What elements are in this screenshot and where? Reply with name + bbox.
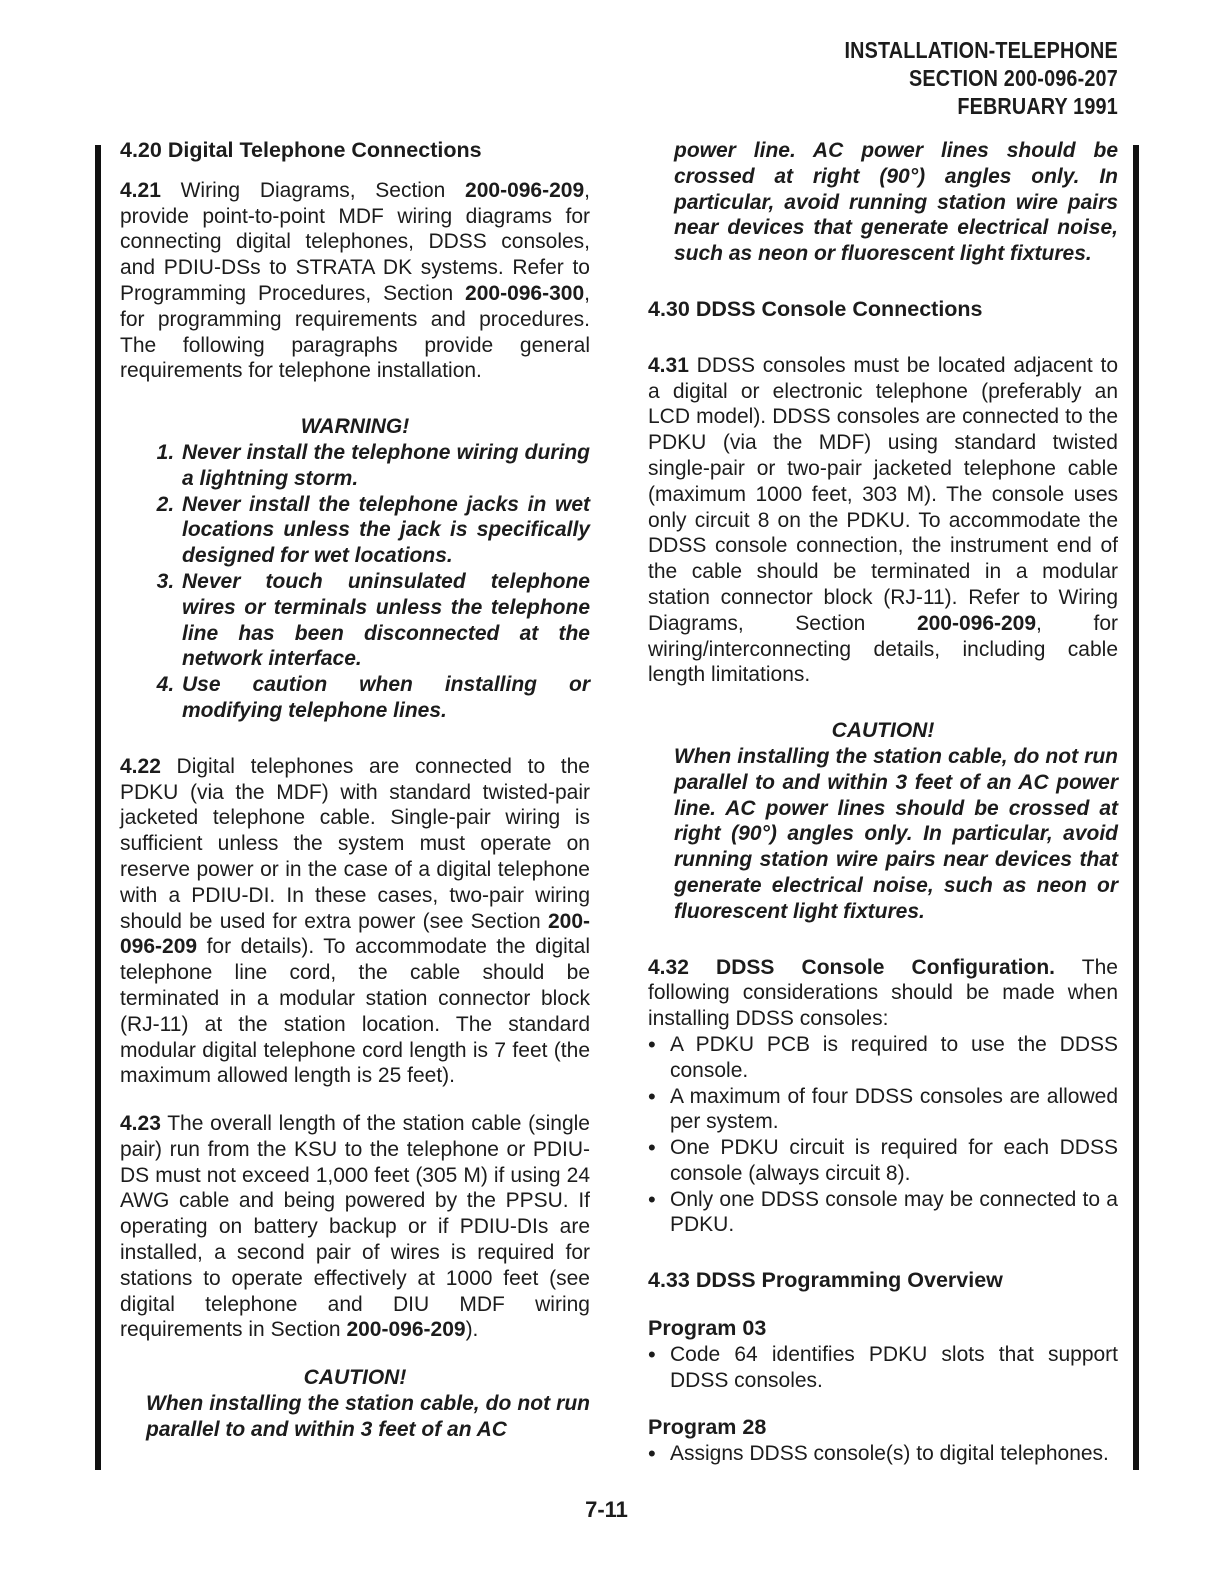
caution-text: When installing the station cable, do not run parallel to and within 3 feet of an AC power line. AC power lines should be crossed at right (90°) angles only. In particular, avoid running station wire pairs near devices that generate electrical noise, such as neon or fluorescent light fixtures. (674, 744, 1118, 923)
list-item: • Code 64 identifies PDKU slots that support DDSS consoles. (670, 1342, 1118, 1394)
warning-list (120, 440, 590, 724)
page-number: 7-11 (585, 1497, 628, 1522)
header-section: SECTION 200-096-207 (909, 65, 1118, 91)
warning-item: 1. Never install the telephone wiring during a lightning storm. (180, 440, 590, 492)
caution-continued: power line. AC power lines should be crossed at right (90°) angles only. In particular, avoid running station wire pairs near devices that generate electrical noise, such as neon or fluorescent light fixtures. (674, 139, 1118, 266)
list-item: • A maximum of four DDSS consoles are allowed per system. (670, 1084, 1118, 1136)
change-bar-left (95, 145, 101, 1470)
list-item: • Only one DDSS console may be connected to a PDKU. (670, 1187, 1118, 1239)
header-date: FEBRUARY 1991 (957, 93, 1118, 119)
section-heading-4-30: 4.30 DDSS Console Connections (648, 296, 983, 321)
program-03-title: Program 03 (648, 1316, 767, 1341)
page-header (845, 36, 1118, 120)
left-column (120, 138, 590, 1443)
paragraph-4-22: 4.22 Digital telephones are connected to the PDKU (via the MDF) with standard twisted-pair jacketed telephone cable. Single-pair wiring is sufficient unless the system must operate on reserve power or in the case of a digital telephone with a PDIU-DI. In these cases, two-pair wiring should be used for extra power (see Section 200-096-209 for details). To accommodate the digital telephone line cord, the cable should be terminated in a modular station connector block (RJ-11) at the station location. The standard modular digital telephone cord length is 7 feet (the maximum allowed length is 25 feet). (120, 754, 590, 1088)
change-bar-right (1133, 145, 1139, 1470)
list-item: • One PDKU circuit is required for each DDSS console (always circuit 8). (670, 1135, 1118, 1187)
list-item: • Assigns DDSS console(s) to digital telephones. (670, 1441, 1118, 1467)
caution-title: CAUTION! (303, 1366, 407, 1390)
header-title: INSTALLATION-TELEPHONE (844, 37, 1118, 63)
warning-item: 2. Never install the telephone jacks in wet locations unless the jack is specifically designed for wet locations. (180, 492, 590, 569)
list-item: • A PDKU PCB is required to use the DDSS console. (670, 1032, 1118, 1084)
caution-title: CAUTION! (831, 719, 935, 743)
warning-item: 4. Use caution when installing or modifying telephone lines. (180, 672, 590, 724)
paragraph-4-31: 4.31 DDSS consoles must be located adjacent to a digital or electronic telephone (preferably an LCD model). DDSS consoles are connected to the PDKU (via the MDF) using standard twisted single-pair or two-pair jacketed telephone cable (maximum 1000 feet, 303 M). The console uses only circuit 8 on the PDKU. To accommodate the DDSS console connection, the instrument end of the cable should be terminated in a modular station connector block (RJ-11). Refer to Wiring Diagrams, Section 200-096-209, for wiring/interconnecting details, including cable length limitations. (648, 353, 1118, 687)
program-28-list (648, 1441, 1118, 1467)
section-heading-4-33: 4.33 DDSS Programming Overview (648, 1268, 1003, 1293)
warning-item: 3. Never touch uninsulated telephone wires or terminals unless the telephone line has been disconnected at the network interface. (180, 569, 590, 672)
program-28-title: Program 28 (648, 1415, 767, 1440)
caution-text: When installing the station cable, do not run parallel to and within 3 feet of an AC (146, 1392, 590, 1441)
section-heading-4-20: 4.20 Digital Telephone Connections (120, 138, 482, 162)
paragraph-4-32: 4.32 DDSS Console Configuration. The following considerations should be made when installing DDSS consoles: (648, 955, 1118, 1031)
right-column (648, 138, 1118, 1467)
paragraph-4-21: 4.21 Wiring Diagrams, Section 200-096-209, provide point-to-point MDF wiring diagrams for connecting digital telephones, DDSS consoles, and PDIU-DSs to STRATA DK systems. Refer to Programming Procedures, Section 200-096-300, for programming requirements and procedures. The following paragraphs provide general requirements for telephone installation. (120, 178, 590, 383)
paragraph-4-23: 4.23 The overall length of the station cable (single pair) run from the KSU to the telephone or PDIU-DS must not exceed 1,000 feet (305 M) if using 24 AWG cable and being powered by the PPSU. If operating on battery backup or if PDIU-DIs are installed, a second pair of wires is required for stations to operate effectively at 1000 feet (see digital telephone and DIU MDF wiring requirements in Section 200-096-209). (120, 1112, 590, 1342)
program-03-list (648, 1342, 1118, 1394)
configuration-list (648, 1032, 1118, 1238)
warning-title: WARNING! (300, 415, 410, 439)
